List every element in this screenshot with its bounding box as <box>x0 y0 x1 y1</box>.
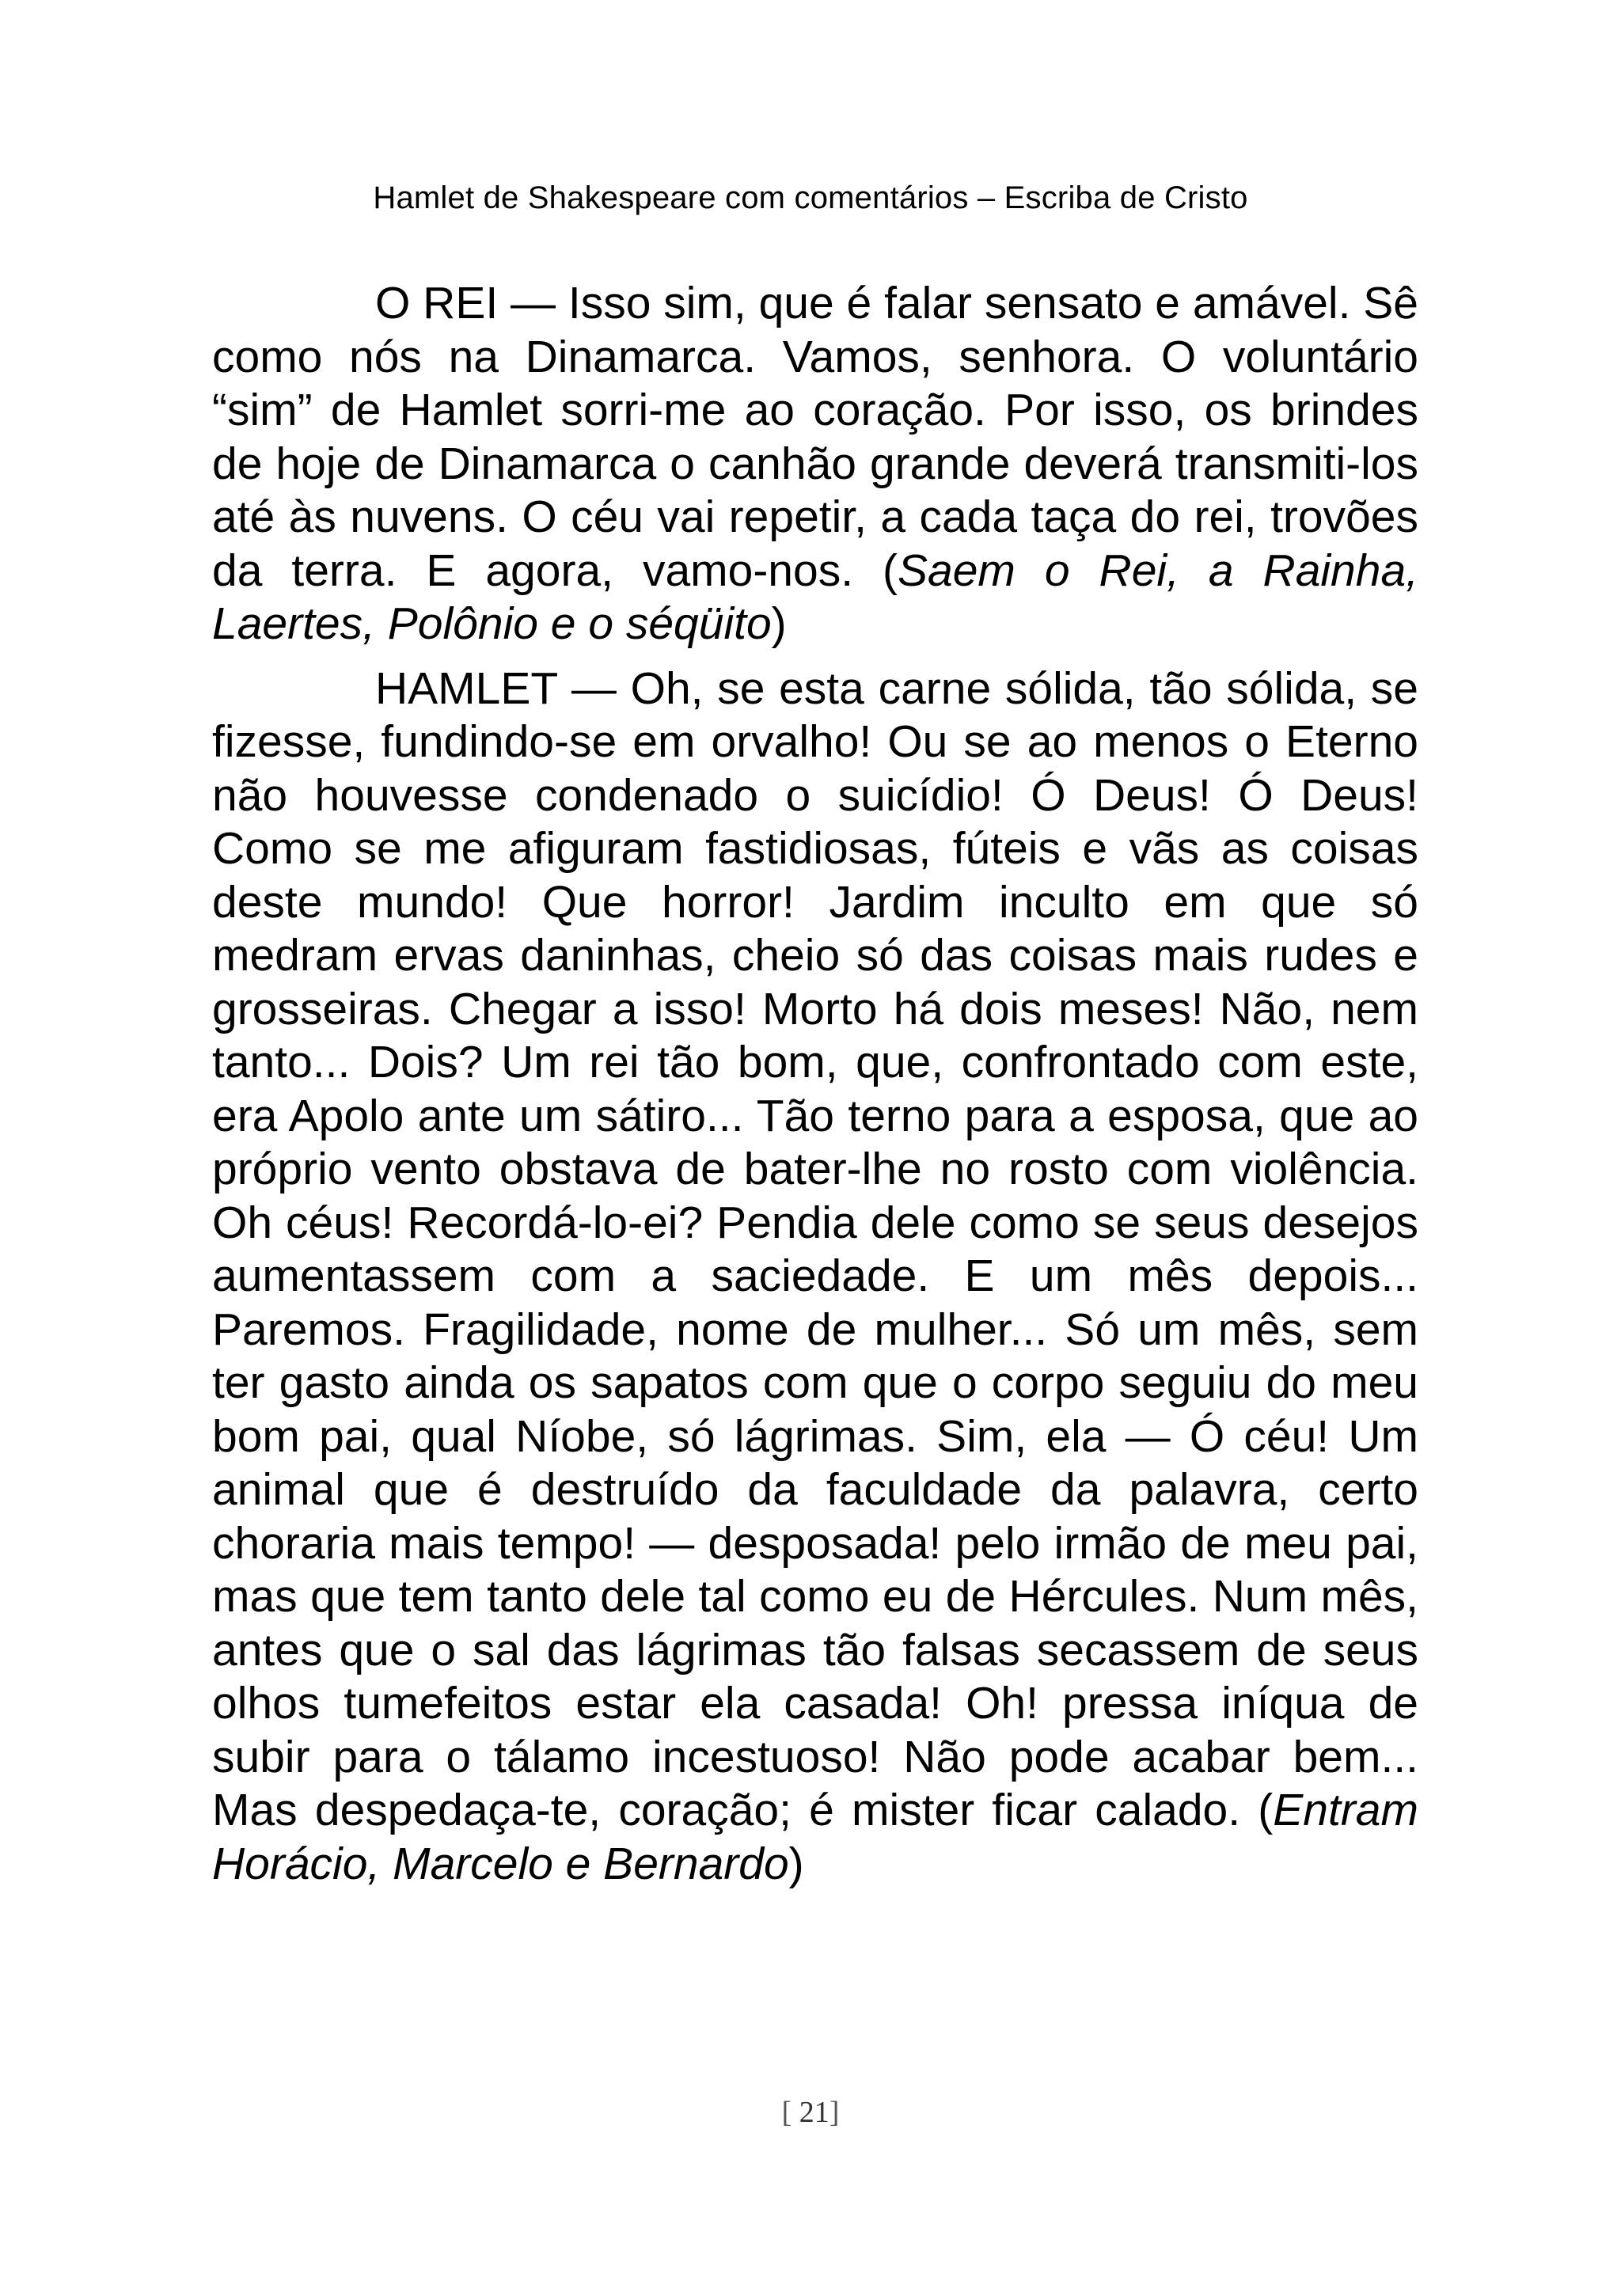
stage-direction: Entram Horácio, Marcelo e Bernardo <box>212 1785 1418 1889</box>
page-number <box>0 2093 1621 2132</box>
stage-direction-close: ) <box>771 598 787 649</box>
page-number-close-bracket: ] <box>829 2096 840 2129</box>
stage-direction: Saem o Rei, a Rainha, Laertes, Polônio e o séqüito <box>212 545 1418 649</box>
stage-direction-close: ) <box>788 1838 804 1889</box>
page-number-value: 21 <box>799 2096 829 2129</box>
main-text <box>212 277 1418 1902</box>
dialogue-text: O REI — Isso sim, que é falar sensato e amável. Sê como nós na Dinamarca. Vamos, senhora. O voluntário “sim” de Hamlet sorri-me ao coração. Por isso, os brindes de hoje de Dinamarca o canhão grande deverá transmiti-los até às nuvens. O céu vai repetir, a cada taça do rei, trovões da terra. E agora, vamo-nos. ( <box>212 278 1418 596</box>
page-number-open-bracket: [ <box>781 2096 792 2129</box>
paragraph-king-speech <box>212 277 1418 651</box>
paragraph-hamlet-soliloquy <box>212 662 1418 1892</box>
running-header: Hamlet de Shakespeare com comentários – Escriba de Cristo <box>373 180 1248 215</box>
dialogue-text: HAMLET — Oh, se esta carne sólida, tão sólida, se fizesse, fundindo-se em orvalho! Ou se ao menos o Eterno não houvesse condenado o suicídio! Ó Deus! Ó Deus! Como se me afiguram fastidiosas, fúteis e vãs as coisas deste mundo! Que horror! Jardim inculto em que só medram ervas daninhas, cheio só das coisas mais rudes e grosseiras. Chegar a isso! Morto há dois meses! Não, nem tanto... Dois? Um rei tão bom, que, confrontado com este, era Apolo ante um sátiro... Tão terno para a esposa, que ao próprio vento obstava de bater-lhe no rosto com violência. Oh céus! Recordá-lo-ei? Pendia dele como se seus desejos aumentassem com a saciedade. E um mês depois... Paremos. Fragilidade, nome de mulher... Só um mês, sem ter gasto ainda os sapatos com que o corpo seguiu do meu bom pai, qual Níobe, só lágrimas. Sim, ela — Ó céu! Um animal que é destruído da faculdade da palavra, certo choraria mais tempo! — desposada! pelo irmão de meu pai, mas que tem tanto dele tal como eu de Hércules. Num mês, antes que o sal das lágrimas tão falsas secassem de seus olhos tumefeitos estar ela casada! Oh! pressa iníqua de subir para o tálamo incestuoso! Não pode acabar bem... Mas despedaça-te, coração; é mister ficar calado. ( <box>212 662 1418 1835</box>
